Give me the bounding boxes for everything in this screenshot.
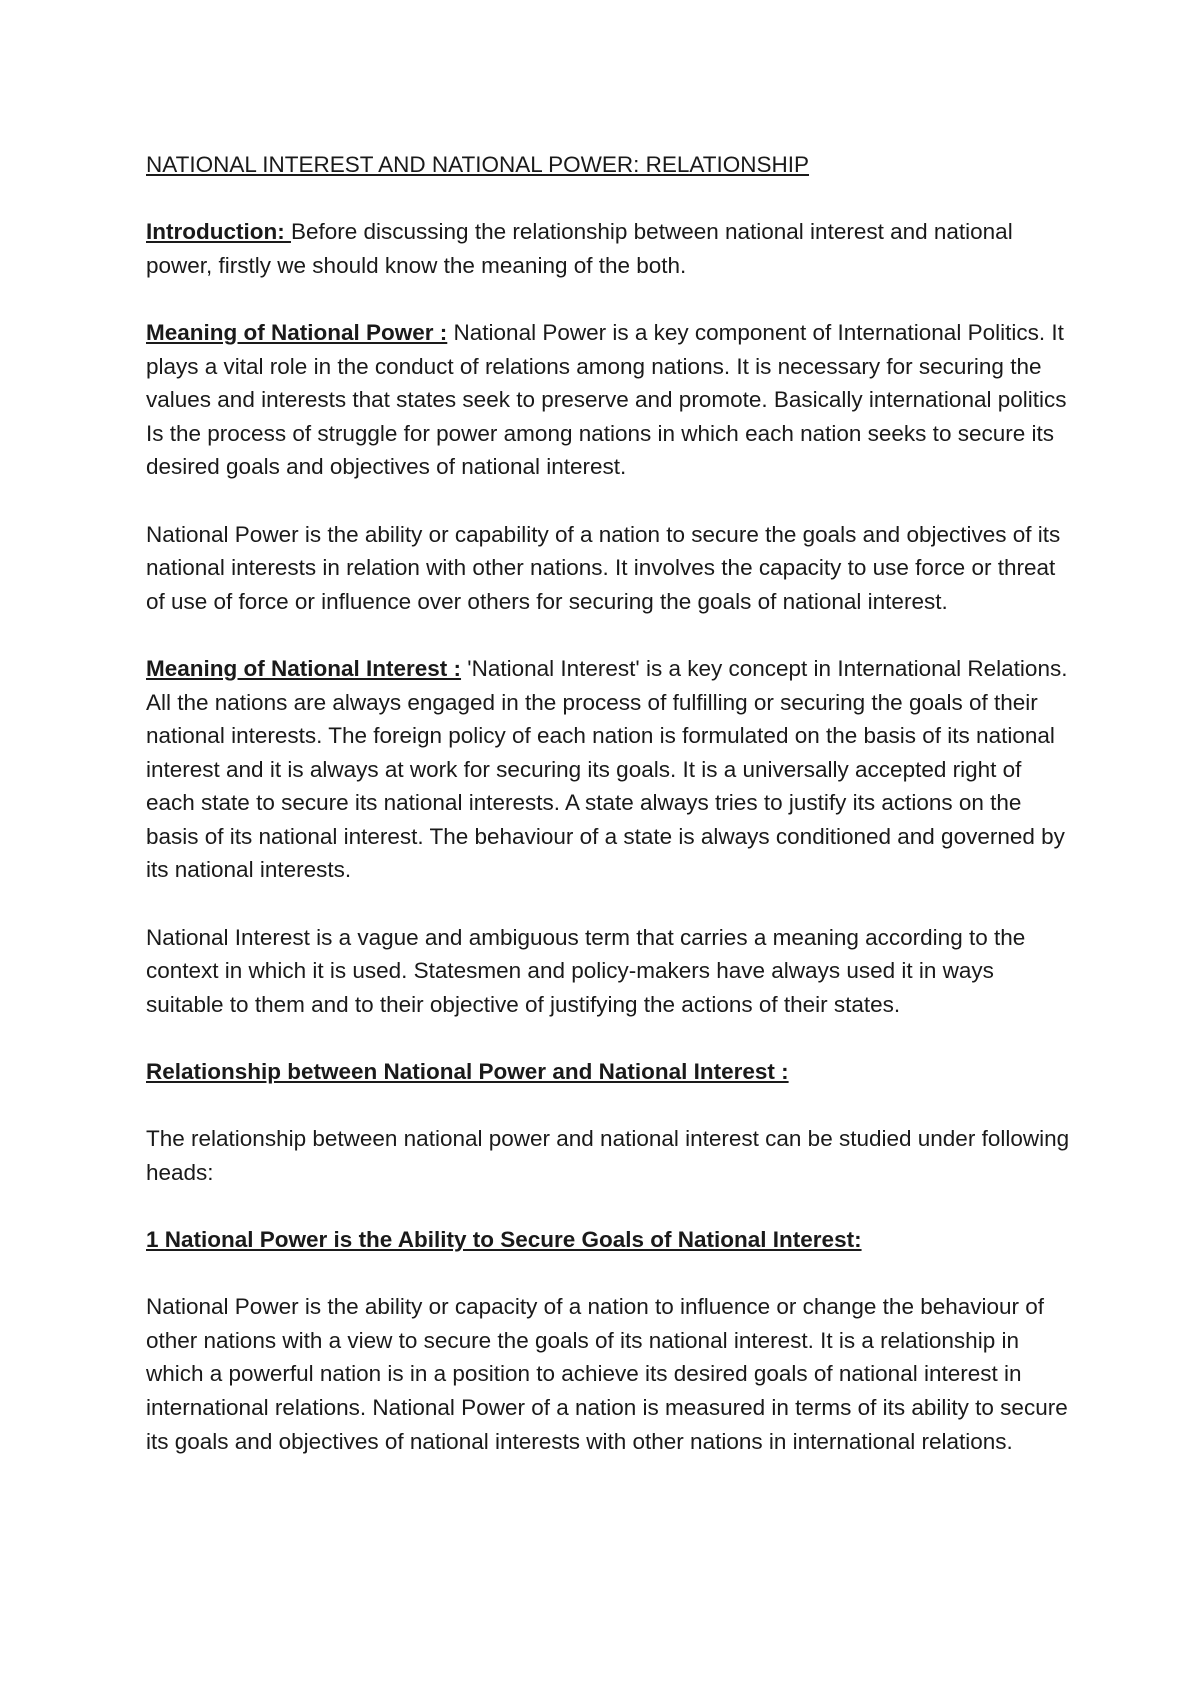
introduction-paragraph	[146, 215, 1076, 282]
national-power-text: National Power is a key component of International Politics. It plays a vital role in the conduct of relations among nations. It is necessary for securing the values and interests that states seek to preserve and promote. Basically international politics Is the process of struggle for power among nations in which each nation seeks to secure its desired goals and objectives of national interest.	[146, 319, 1067, 480]
document-title: NATIONAL INTEREST AND NATIONAL POWER: RELATIONSHIP	[146, 152, 810, 177]
section-1-heading: 1 National Power is the Ability to Secure Goals of National Interest:	[146, 1227, 862, 1252]
national-interest-text: 'National Interest' is a key concept in International Relations. All the nations are always engaged in the process of fulfilling or securing the goals of their national interests. The foreign policy of each nation is formulated on the basis of its national interest and it is always at work for securing its goals. It is a universally accepted right of each state to secure its national interests. A state always tries to justify its actions on the basis of its national interest. The behaviour of a state is always conditioned and governed by its national interests.	[146, 655, 1068, 883]
national-power-label: Meaning of National Power :	[146, 319, 448, 345]
section-1-text: National Power is the ability or capacity of a nation to influence or change the behaviour of other nations with a view to secure the goals of its national interest. It is a relationship in which a powerful nation is in a position to achieve its desired goals of national interest in international relations. National Power of a nation is measured in terms of its ability to secure its goals and objectives of national interests with other nations in international relations.	[146, 1294, 1068, 1454]
national-interest-label: Meaning of National Interest :	[146, 655, 462, 681]
national-interest-paragraph-2: National Interest is a vague and ambiguous term that carries a meaning according to the context in which it is used. Statesmen and policy-makers have always used it in ways suitable to them and to their objective of justifying the actions of their states.	[146, 924, 1026, 1017]
national-power-paragraph-2: National Power is the ability or capability of a nation to secure the goals and objectives of its national interests in relation with other nations. It involves the capacity to use force or threat of use of force or influence over others for securing the goals of national interest.	[146, 521, 1061, 614]
national-power-paragraph	[146, 316, 1076, 484]
introduction-label: Introduction:	[146, 219, 291, 245]
relationship-intro: The relationship between national power and national interest can be studied under following heads:	[146, 1126, 1070, 1185]
relationship-heading: Relationship between National Power and National Interest :	[146, 1059, 789, 1085]
introduction-text: Before discussing the relationship between national interest and national power, firstly we should know the meaning of the both.	[146, 219, 1013, 278]
national-interest-paragraph	[146, 652, 1076, 887]
document-page	[146, 148, 1076, 1492]
